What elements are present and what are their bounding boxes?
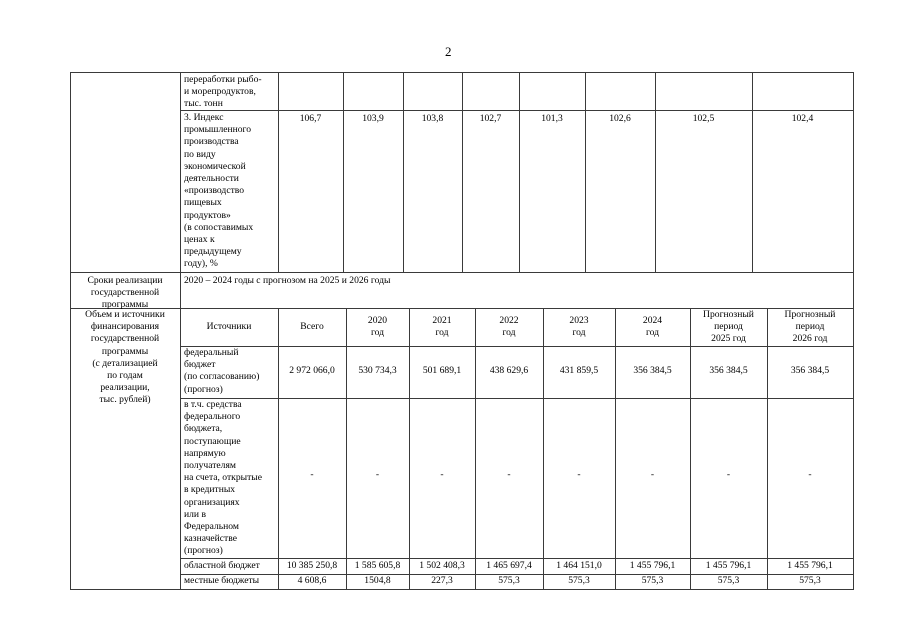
table-rule [346, 308, 347, 590]
table-rule [655, 72, 656, 273]
direct-funds-value: - [577, 469, 581, 480]
direct-funds-value: - [375, 469, 380, 480]
index-indicator-label: ценах к [184, 234, 215, 245]
direct-funds-label: (прогноз) [184, 545, 223, 557]
regional-budget-value: 1 455 796,1 [787, 560, 833, 571]
index-indicator-label: производства [184, 136, 239, 148]
direct-funds-value: - [310, 469, 314, 480]
local-budget-value: 4 608,6 [297, 575, 327, 586]
index-value-cell: 102,7 [479, 113, 502, 124]
index-indicator-label: по виду [184, 148, 216, 160]
finance-label: по годам [107, 370, 143, 381]
regional-budget-value: 1 585 605,8 [354, 560, 401, 571]
table-rule [403, 72, 404, 273]
federal-budget-value: 438 629,6 [489, 365, 529, 376]
direct-funds-label: федерального [184, 411, 241, 423]
terms-label: Сроки реализации [87, 275, 163, 286]
column-header: 2024 [642, 314, 663, 326]
local-budget-label: местные бюджеты [184, 575, 260, 586]
regional-budget-value: 1 464 151,0 [556, 560, 602, 571]
direct-funds-label: казначействе [184, 533, 237, 545]
table-rule [409, 308, 410, 590]
table-rule [475, 308, 476, 590]
table-rule [853, 72, 854, 590]
index-value-cell: 102,4 [791, 113, 814, 124]
column-header: 2022 [499, 314, 519, 326]
finance-label: финансирования [90, 321, 160, 333]
table-rule [180, 110, 854, 111]
terms-label: программы [101, 299, 149, 311]
direct-funds-label: в т.ч. средства [184, 399, 242, 410]
regional-budget-value: 1 465 697,4 [486, 560, 532, 571]
local-budget-value: 575,3 [641, 575, 664, 586]
direct-funds-label: получателям [184, 460, 236, 471]
direct-funds-value: - [507, 469, 511, 480]
direct-funds-value: - [650, 469, 655, 480]
continued-indicator-label: переработки рыбо- [184, 74, 262, 85]
regional-budget-value: 1 455 796,1 [705, 560, 752, 571]
local-budget-value: 575,3 [568, 575, 590, 586]
direct-funds-label: бюджета, [184, 423, 223, 435]
direct-funds-label: поступающие [184, 435, 241, 447]
direct-funds-label: Федеральном [184, 521, 239, 532]
index-indicator-label: продуктов» [184, 209, 231, 221]
column-header: год [572, 327, 586, 338]
direct-funds-label: организациях [184, 496, 240, 508]
column-header: Источники [206, 320, 252, 332]
federal-budget-label: (прогноз) [184, 383, 223, 395]
index-value-cell: 101,3 [541, 113, 563, 124]
index-value-cell: 106,7 [299, 113, 322, 124]
index-indicator-label: промышленного [184, 124, 252, 136]
column-header: 2023 [569, 314, 589, 326]
table-rule [180, 398, 854, 399]
column-header: период [795, 320, 825, 332]
finance-label: Объем и источники [85, 309, 165, 320]
index-indicator-label: пищевых [184, 197, 222, 209]
table-rule [278, 72, 279, 273]
index-indicator-label: году), % [184, 258, 218, 270]
index-value-cell: 102,5 [692, 113, 715, 124]
table-rule [519, 72, 520, 273]
local-budget-value: 227,3 [431, 575, 453, 586]
table-rule [752, 72, 753, 273]
table-rule [767, 308, 768, 590]
federal-budget-value: 356 384,5 [709, 365, 748, 376]
column-header: 2025 год [711, 333, 746, 345]
index-indicator-label: экономической [184, 160, 246, 172]
finance-label: тыс. рублей) [99, 394, 151, 406]
regional-budget-label: областной бюджет [184, 560, 260, 571]
local-budget-value: 575,3 [498, 575, 520, 586]
column-header: 2020 [367, 314, 388, 326]
index-indicator-label: деятельности [184, 173, 239, 184]
finance-label: (с детализацией [92, 357, 158, 369]
federal-budget-label: (по согласованию) [184, 371, 260, 383]
table-rule [615, 308, 616, 590]
table-rule [343, 72, 344, 273]
table-rule [180, 558, 854, 559]
terms-value: 2020 – 2024 годы с прогнозом на 2025 и 2026 годы [184, 275, 391, 286]
local-budget-value: 575,3 [717, 575, 740, 586]
local-budget-value: 1504,8 [364, 575, 391, 586]
table-rule [585, 72, 586, 273]
federal-budget-value: 356 384,5 [633, 365, 672, 376]
column-header: год [645, 327, 660, 338]
direct-funds-value: - [808, 469, 812, 480]
column-header: Прогнозный [784, 308, 836, 320]
direct-funds-label: в кредитных [184, 484, 236, 496]
federal-budget-value: 2 972 066,0 [289, 365, 335, 376]
table-rule [543, 308, 544, 590]
direct-funds-label: напрямую [184, 447, 226, 459]
index-value-cell: 103,8 [421, 113, 444, 124]
index-indicator-label: предыдущему [184, 246, 242, 258]
table-rule [180, 346, 854, 347]
local-budget-value: 575,3 [799, 575, 821, 586]
federal-budget-value: 501 689,1 [422, 365, 462, 376]
column-header: 2026 год [792, 333, 828, 345]
regional-budget-value: 10 385 250,8 [286, 560, 338, 571]
continued-indicator-label: и морепродуктов, [184, 86, 256, 98]
direct-funds-label: или в [184, 508, 206, 520]
table-rule [278, 308, 279, 590]
index-value-cell: 102,6 [609, 113, 631, 124]
direct-funds-value: - [726, 469, 731, 480]
index-value-cell: 103,9 [362, 113, 384, 124]
table-rule [462, 72, 463, 273]
column-header: год [370, 327, 385, 338]
federal-budget-value: 431 859,5 [559, 365, 599, 376]
index-indicator-label: «производство [184, 185, 245, 197]
index-indicator-label: (в сопоставимых [184, 221, 254, 233]
regional-budget-value: 1 502 408,3 [419, 560, 465, 571]
federal-budget-value: 356 384,5 [790, 365, 830, 376]
federal-budget-label: федеральный [184, 347, 239, 358]
column-header: Всего [300, 320, 324, 332]
terms-label: государственной [90, 287, 160, 299]
column-header: год [502, 327, 516, 338]
column-header: год [435, 327, 449, 338]
continued-indicator-label: тыс. тонн [184, 98, 223, 110]
federal-budget-label: бюджет [184, 359, 216, 371]
finance-label: программы [101, 345, 149, 357]
finance-label: реализации, [100, 382, 150, 394]
index-indicator-label: 3. Индекс [184, 112, 224, 123]
column-header: 2021 [432, 314, 452, 326]
column-header: Прогнозный [703, 308, 754, 320]
direct-funds-value: - [440, 469, 444, 480]
column-header: период [714, 320, 743, 332]
page-number: 2 [445, 44, 452, 59]
table-rule [70, 589, 854, 590]
table-rule [690, 308, 691, 590]
finance-label: государственной [90, 333, 160, 345]
regional-budget-value: 1 455 796,1 [629, 560, 676, 571]
direct-funds-label: на счета, открытые [184, 472, 262, 484]
federal-budget-value: 530 734,3 [358, 365, 397, 376]
